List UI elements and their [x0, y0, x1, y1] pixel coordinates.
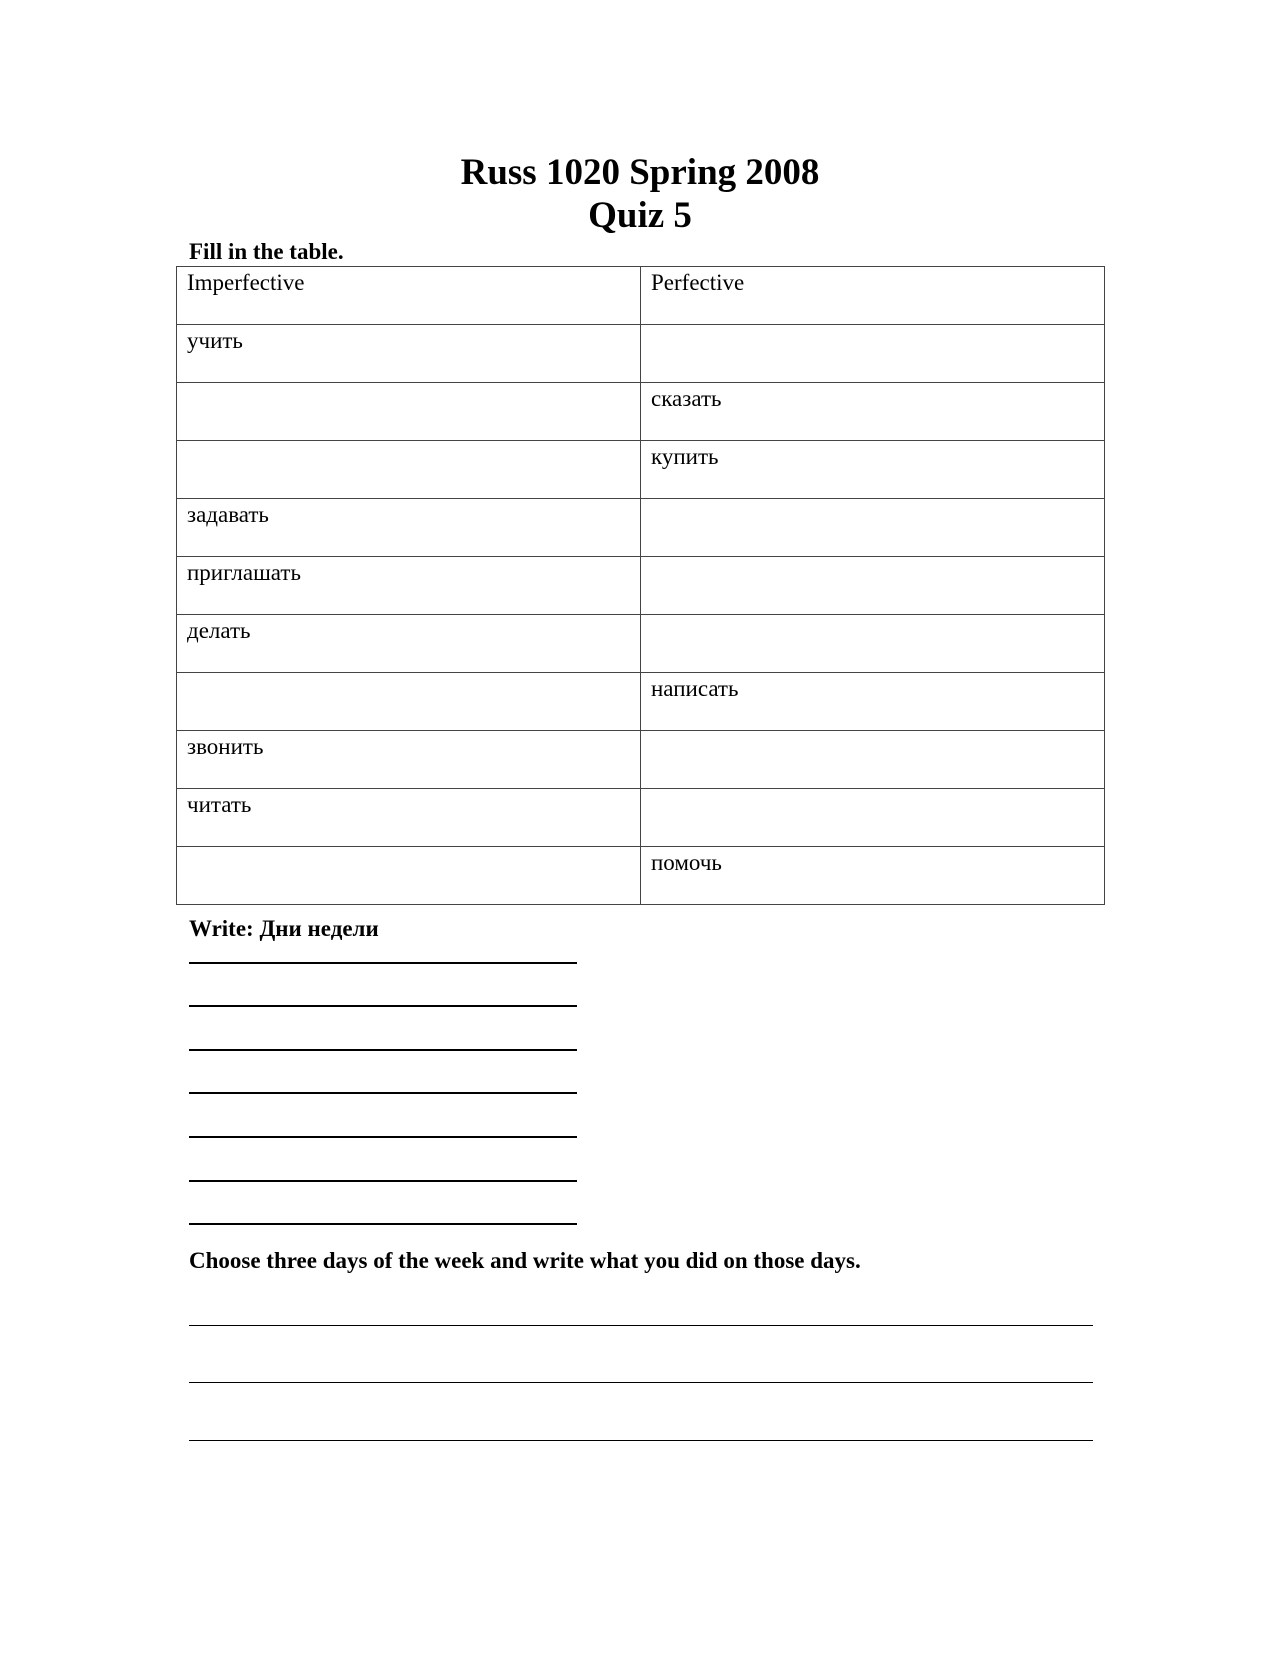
fill-table-instruction: Fill in the table.	[189, 239, 344, 264]
answer-blank-line[interactable]	[189, 962, 577, 964]
perfective-cell	[641, 325, 1105, 383]
answer-blank-line[interactable]	[189, 1092, 577, 1094]
imperfective-cell: приглашать	[177, 557, 641, 615]
perfective-cell	[641, 731, 1105, 789]
answer-blank-line[interactable]	[189, 1136, 577, 1138]
table-row	[177, 557, 1105, 615]
answer-blank-line[interactable]	[189, 1049, 577, 1051]
aspect-table	[176, 266, 1105, 905]
imperfective-cell: делать	[177, 615, 641, 673]
table-row	[177, 383, 1105, 441]
imperfective-cell	[177, 441, 641, 499]
imperfective-cell	[177, 383, 641, 441]
imperfective-cell: задавать	[177, 499, 641, 557]
imperfective-cell: учить	[177, 325, 641, 383]
write-days-instruction: Write: Дни недели	[189, 916, 379, 941]
table-row	[177, 789, 1105, 847]
header-perfective: Perfective	[641, 267, 1105, 325]
table-row	[177, 325, 1105, 383]
answer-blank-line[interactable]	[189, 1440, 1093, 1441]
answer-blank-line[interactable]	[189, 1223, 577, 1225]
imperfective-cell: звонить	[177, 731, 641, 789]
perfective-cell	[641, 789, 1105, 847]
perfective-cell	[641, 557, 1105, 615]
answer-blank-line[interactable]	[189, 1382, 1093, 1383]
perfective-cell	[641, 499, 1105, 557]
table-header-row	[177, 267, 1105, 325]
perfective-cell: написать	[641, 673, 1105, 731]
imperfective-cell	[177, 847, 641, 905]
imperfective-cell: читать	[177, 789, 641, 847]
table-row	[177, 673, 1105, 731]
perfective-cell: сказать	[641, 383, 1105, 441]
table-row	[177, 731, 1105, 789]
perfective-cell: помочь	[641, 847, 1105, 905]
table-row	[177, 499, 1105, 557]
table-row	[177, 615, 1105, 673]
perfective-cell: купить	[641, 441, 1105, 499]
quiz-subtitle: Quiz 5	[588, 195, 692, 236]
answer-blank-line[interactable]	[189, 1005, 577, 1007]
perfective-cell	[641, 615, 1105, 673]
imperfective-cell	[177, 673, 641, 731]
header-imperfective: Imperfective	[177, 267, 641, 325]
choose-days-instruction: Choose three days of the week and write what you did on those days.	[189, 1248, 861, 1273]
answer-blank-line[interactable]	[189, 1325, 1093, 1326]
table-row	[177, 441, 1105, 499]
quiz-title: Russ 1020 Spring 2008	[460, 152, 820, 193]
table-row	[177, 847, 1105, 905]
answer-blank-line[interactable]	[189, 1180, 577, 1182]
